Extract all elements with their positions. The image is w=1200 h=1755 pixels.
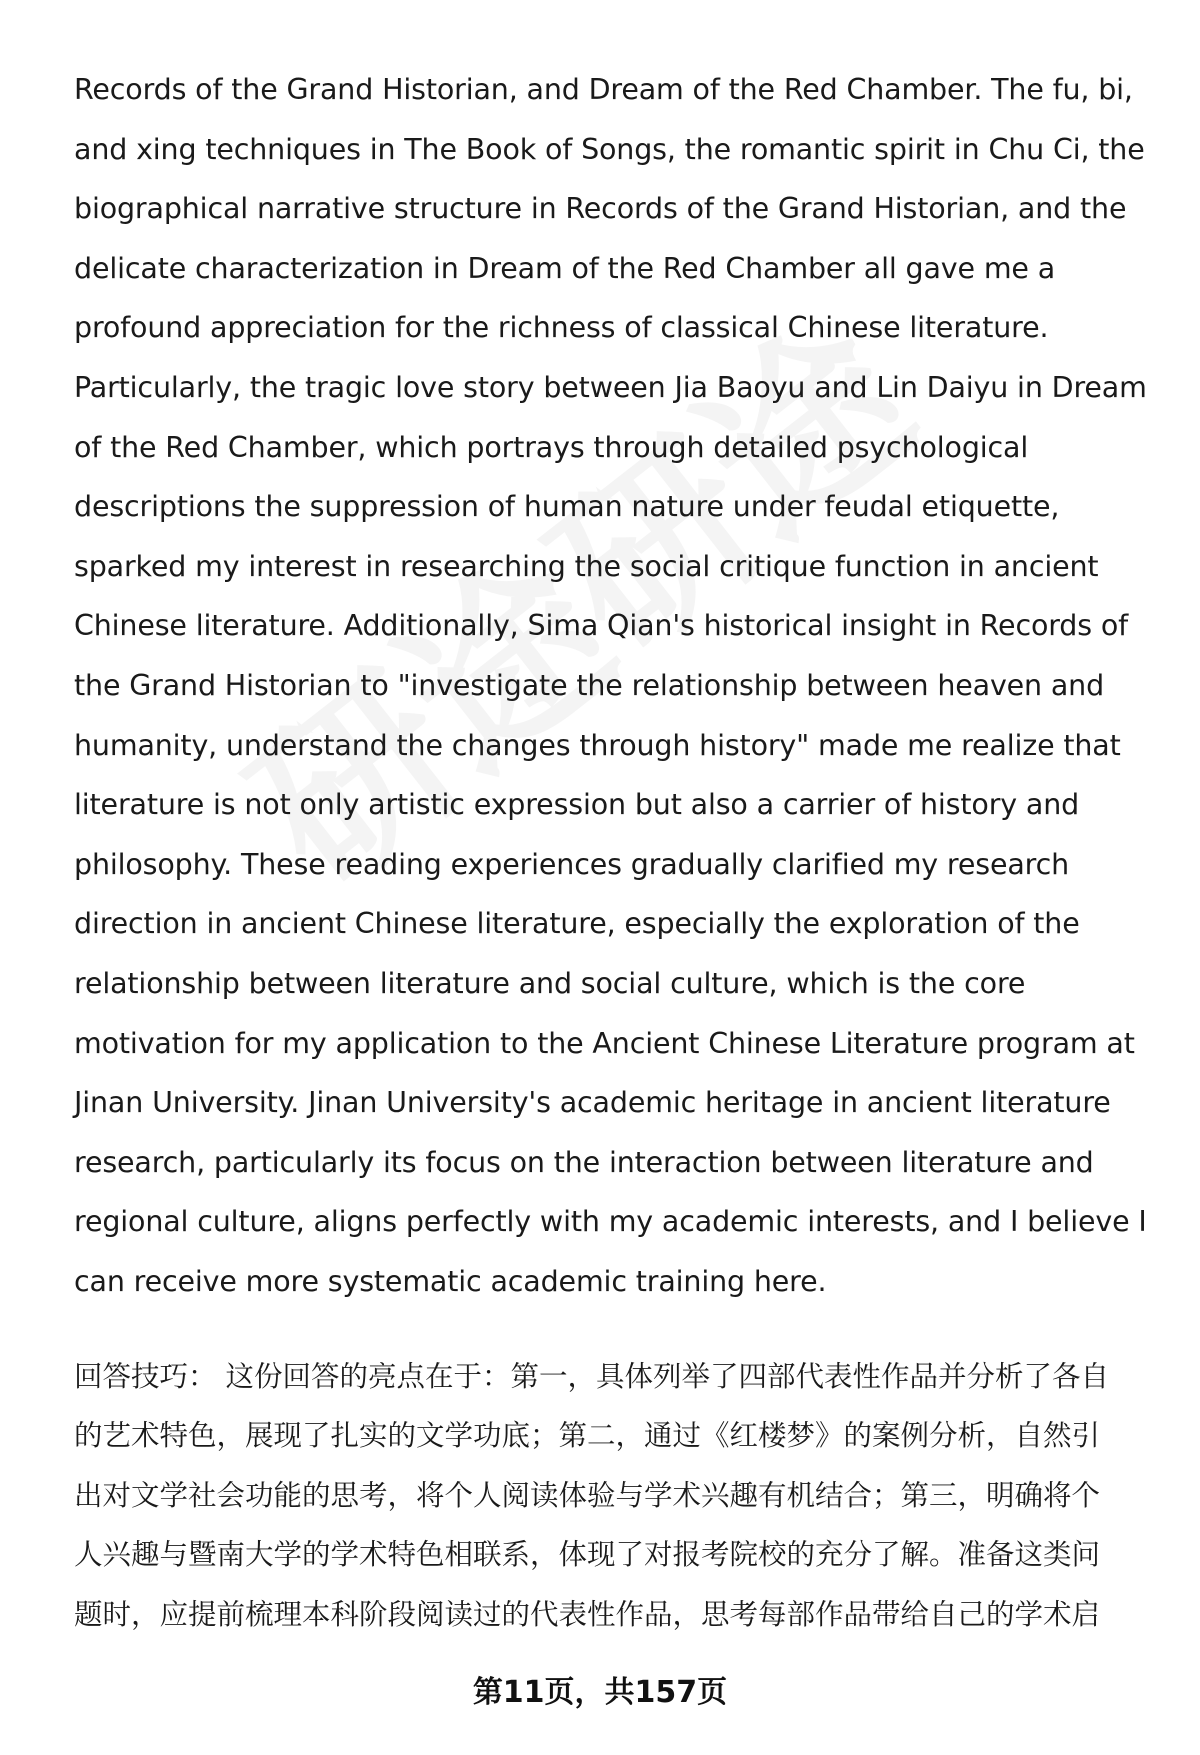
body-line: and xing techniques in The Book of Songs, the romantic spirit in Chu Ci, the xyxy=(74,132,1145,166)
tip-line: 回答技巧： 这份回答的亮点在于：第一，具体列举了四部代表性作品并分析了各自 xyxy=(74,1360,1110,1393)
body-line: the Grand Historian to "investigate the relationship between heaven and xyxy=(74,668,1105,702)
body-line: relationship between literature and social culture, which is the core xyxy=(74,966,1026,1000)
body-line: delicate characterization in Dream of the Red Chamber all gave me a xyxy=(74,251,1056,285)
body-line: profound appreciation for the richness of classical Chinese literature. xyxy=(74,311,1049,345)
body-line: humanity, understand the changes through history" made me realize that xyxy=(74,728,1121,762)
body-line: Particularly, the tragic love story between Jia Baoyu and Lin Daiyu in Dream xyxy=(74,370,1147,404)
body-line: regional culture, aligns perfectly with my academic interests, and I believe I xyxy=(74,1205,1147,1239)
body-line: philosophy. These reading experiences gradually clarified my research xyxy=(74,847,1070,881)
page-number-footer: 第11页，共157页 xyxy=(472,1675,728,1710)
body-line: of the Red Chamber, which portrays through detailed psychological xyxy=(74,430,1029,464)
tip-line: 的艺术特色，展现了扎实的文学功底；第二，通过《红楼梦》的案例分析，自然引 xyxy=(74,1419,1101,1453)
body-line: Chinese literature. Additionally, Sima Qian's historical insight in Records of xyxy=(74,609,1129,643)
body-line: literature is not only artistic expression but also a carrier of history and xyxy=(74,788,1080,822)
tip-line: 题时，应提前梳理本科阶段阅读过的代表性作品，思考每部作品带给自己的学术启 xyxy=(74,1597,1101,1631)
body-paragraph xyxy=(74,60,1154,1311)
body-line: motivation for my application to the Ancient Chinese Literature program at xyxy=(74,1026,1135,1060)
body-line: descriptions the suppression of human nature under feudal etiquette, xyxy=(74,490,1060,524)
body-line: Records of the Grand Historian, and Dream of the Red Chamber. The fu, bi, xyxy=(74,73,1133,106)
body-line: sparked my interest in researching the social critique function in ancient xyxy=(74,549,1099,583)
answer-tip-paragraph xyxy=(74,1347,1164,1644)
body-line: Jinan University. Jinan University's academic heritage in ancient literature xyxy=(74,1086,1111,1120)
body-line: research, particularly its focus on the interaction between literature and xyxy=(74,1145,1094,1179)
tip-line: 出对文学社会功能的思考，将个人阅读体验与学术兴趣有机结合；第三，明确将个 xyxy=(74,1478,1101,1512)
body-line: biographical narrative structure in Records of the Grand Historian, and the xyxy=(74,192,1127,226)
body-line: direction in ancient Chinese literature, especially the exploration of the xyxy=(74,907,1080,941)
body-line: can receive more systematic academic training here. xyxy=(74,1264,827,1298)
tip-line: 人兴趣与暨南大学的学术特色相联系，体现了对报考院校的充分了解。准备这类问 xyxy=(74,1538,1101,1572)
